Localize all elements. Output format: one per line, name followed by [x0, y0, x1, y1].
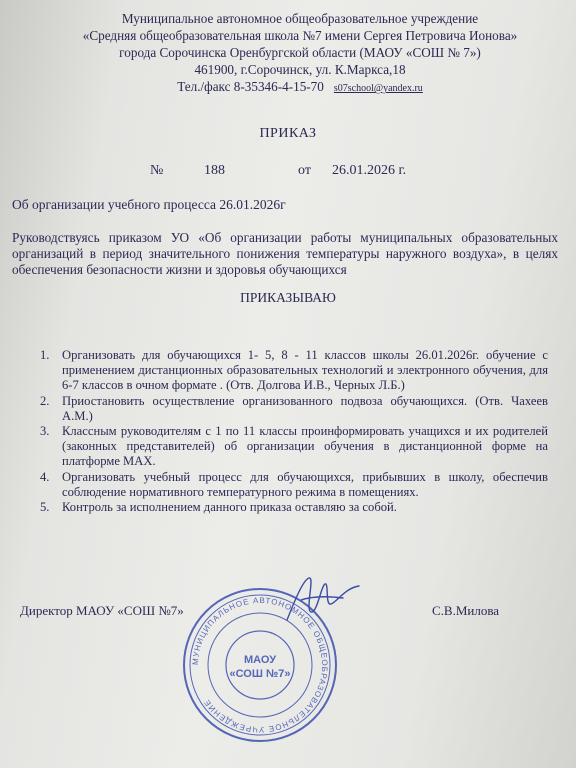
- order-basis: Руководствуясь приказом УО «Об организации работы муниципальных образовательных организаций в период значительного понижения температуры наружного воздуха», в целях обеспечения безопасности жизни и здоровья обучающихся: [12, 230, 558, 277]
- order-keyword: ПРИКАЗЫВАЮ: [240, 290, 336, 305]
- letterhead-contacts: [40, 78, 560, 97]
- list-item: [36, 348, 548, 394]
- date-label: от: [298, 163, 311, 178]
- signer-name: С.В.Милова: [432, 603, 500, 618]
- letterhead-line-2: «Средняя общеобразовательная школа №7 имени Сергея Петровича Ионова»: [82, 28, 518, 43]
- letterhead: [40, 10, 560, 97]
- phone-fax: Тел./факс 8-35346-4-15-70: [177, 79, 324, 94]
- item-text: Приостановить осуществление организованного подвоза обучающихся. (Отв. Чахеев А.М.): [62, 393, 548, 423]
- item-number: 1.: [40, 348, 50, 362]
- order-date: 26.01.2026 г.: [332, 163, 407, 178]
- item-number: 4.: [40, 469, 50, 484]
- stamp-center-line-2: «СОШ №7»: [229, 668, 291, 680]
- stamp-ring-text: МУНИЦИПАЛЬНОЕ АВТОНОМНОЕ ОБЩЕОБРАЗОВАТЕЛЬНОЕ УЧРЕЖДЕНИЕ: [190, 595, 330, 735]
- item-number: 3.: [40, 424, 50, 439]
- item-text: Классным руководителям с 1 по 11 классы проинформировать учащихся и их родителей (законных представителей) об организации обучения в дистанционной форме на платформе MAX.: [62, 424, 548, 469]
- item-number: 2.: [40, 393, 50, 408]
- order-items-list: [36, 348, 548, 515]
- email-link[interactable]: s07school@yandex.ru: [333, 83, 423, 94]
- order-number: 188: [204, 163, 225, 178]
- number-label: №: [150, 163, 164, 178]
- letterhead-line-1: Муниципальное автономное общеобразовательное учреждение: [121, 11, 479, 26]
- document-title: ПРИКАЗ: [259, 126, 317, 141]
- item-text: Организовать учебный процесс для обучающихся, прибывших в школу, обеспечив соблюдение нормативного температурного режима в помещениях.: [62, 469, 548, 499]
- handwritten-signature: [265, 570, 365, 630]
- letterhead-line-3: города Сорочинска Оренбургской области (МАОУ «СОШ № 7»): [119, 45, 481, 60]
- list-item: [36, 394, 548, 424]
- order-subject: Об организации учебного процесса 26.01.2026г: [12, 197, 286, 212]
- item-number: 5.: [40, 500, 50, 515]
- item-text: Организовать для обучающихся 1- 5, 8 - 11 классов школы 26.01.2026г. обучение с применением дистанционных образовательных технологий и электронного обучения, для 6-7 классов в очном формате . (Отв. Долгова И.В., Черных Л.Б.): [62, 348, 548, 393]
- stamp-center-line-1: МАОУ: [243, 654, 277, 666]
- signature-stroke: [287, 578, 359, 620]
- letterhead-address: 461900, г.Сорочинск, ул. К.Маркса,18: [194, 62, 406, 77]
- signer-title: Директор МАОУ «СОШ №7»: [20, 603, 184, 618]
- list-item: [36, 500, 548, 515]
- item-text: Контроль за исполнением данного приказа оставляю за собой.: [62, 500, 397, 515]
- list-item: [36, 424, 548, 470]
- list-item: [36, 470, 548, 500]
